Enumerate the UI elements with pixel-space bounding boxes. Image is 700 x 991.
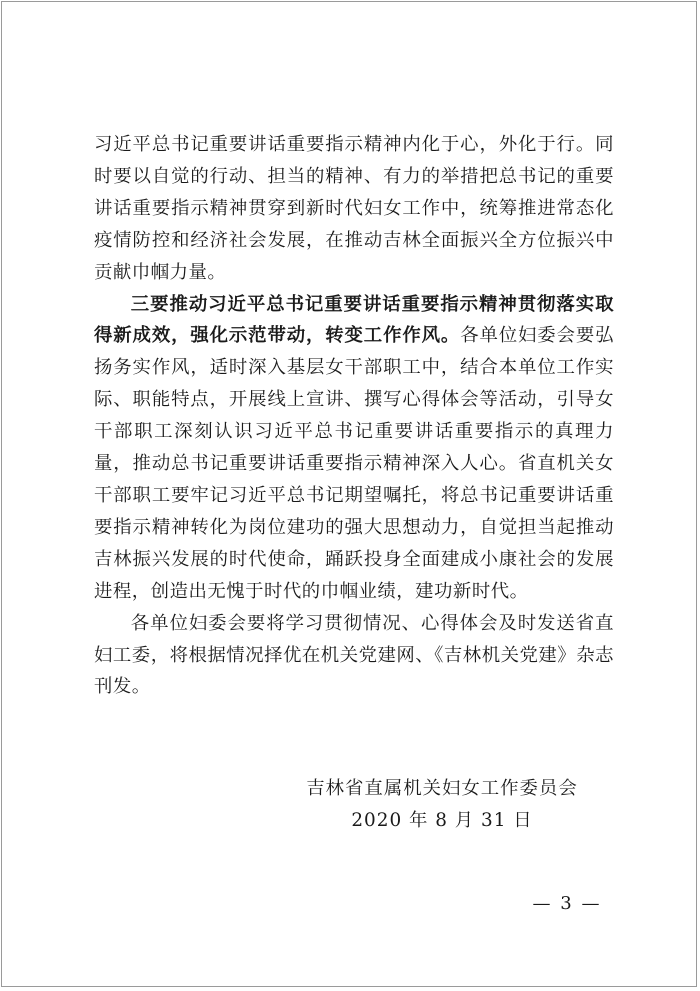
paragraph-third-requirement bbox=[94, 289, 614, 608]
signature-block bbox=[302, 773, 582, 837]
signature-organization: 吉林省直属机关妇女工作委员会 bbox=[306, 778, 578, 799]
third-requirement-text: 各单位妇委会要弘扬务实作风，适时深入基层女干部职工中，结合本单位工作实际、职能特点，开展线上宣讲、撰写心得体会等活动，引导女干部职工深刻认识习近平总书记重要讲话重要指示的真理力量，推动总书记重要讲话重要指示精神深入人心。省直机关女干部职工要牢记习近平总书记期望嘱托，将总书记重要讲话重要指示精神转化为岗位建功的强大思想动力，自觉担当起推动吉林振兴发展的时代使命，踊跃投身全面建成小康社会的发展进程，创造出无愧于时代的巾帼业绩，建功新时代。 bbox=[94, 325, 614, 602]
third-requirement-heading: 三要推动习近平总书记重要讲话重要指示精神贯彻落实取得新成效，强化示范带动，转变工作作风。 bbox=[94, 293, 614, 347]
paragraph-continuation: 习近平总书记重要讲话重要指示精神内化于心，外化于行。同时要以自觉的行动、担当的精神、有力的举措把总书记的重要讲话重要指示精神贯穿到新时代妇女工作中，统筹推进常态化疫情防控和经济社会发展，在推动吉林全面振兴全方位振兴中贡献巾帼力量。 bbox=[94, 134, 614, 283]
document-body bbox=[94, 129, 614, 703]
page-number: — 3 — bbox=[532, 893, 602, 914]
paragraph-submission: 各单位妇委会要将学习贯彻情况、心得体会及时发送省直妇工委，将根据情况择优在机关党建网、《吉林机关党建》杂志刊发。 bbox=[94, 612, 614, 698]
document-page bbox=[1, 1, 697, 987]
signature-date: 2020 年 8 月 31 日 bbox=[351, 810, 533, 831]
